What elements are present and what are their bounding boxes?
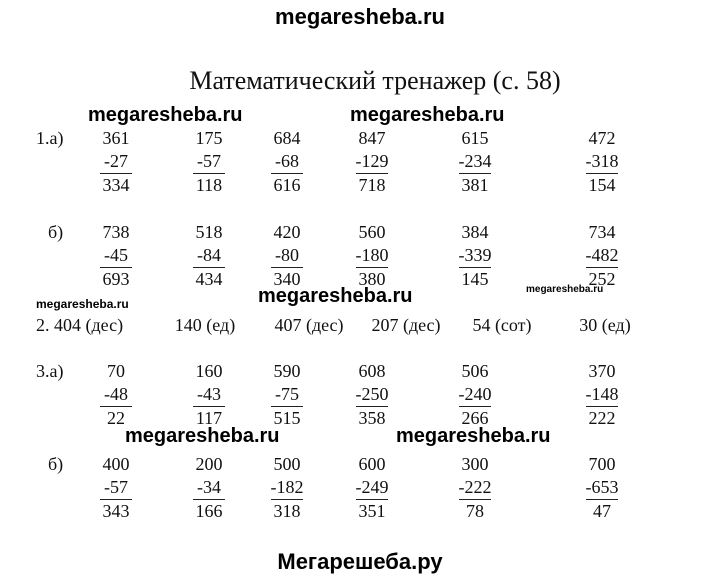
difference: 47 bbox=[593, 501, 611, 521]
result-line bbox=[356, 406, 388, 407]
result-line bbox=[459, 406, 491, 407]
minuend: 738 bbox=[102, 222, 130, 242]
subtrahend: -75 bbox=[275, 384, 299, 404]
task-2-answer: 2. 404 (дес) bbox=[36, 315, 124, 335]
result-line bbox=[271, 406, 303, 407]
subtrahend: -234 bbox=[458, 151, 492, 171]
subtrahend: -68 bbox=[275, 151, 299, 171]
watermark: megaresheba.ru bbox=[36, 297, 129, 311]
result-line bbox=[586, 499, 618, 500]
result-line bbox=[271, 267, 303, 268]
watermark: megaresheba.ru bbox=[396, 425, 551, 447]
subtrahend: -318 bbox=[585, 151, 619, 171]
watermark: megaresheba.ru bbox=[88, 104, 243, 126]
result-line bbox=[100, 173, 132, 174]
subtrahend: -84 bbox=[197, 245, 221, 265]
minuend: 560 bbox=[358, 222, 386, 242]
watermark: megaresheba.ru bbox=[258, 285, 413, 307]
result-line bbox=[193, 499, 225, 500]
subtrahend: -57 bbox=[197, 151, 221, 171]
task-3a-label: 3.а) bbox=[36, 361, 64, 381]
minuend: 175 bbox=[195, 128, 223, 148]
difference: 693 bbox=[102, 269, 130, 289]
minuend: 506 bbox=[461, 361, 489, 381]
site-footer-watermark: Мегарешеба.ру bbox=[277, 549, 443, 574]
minuend: 700 bbox=[588, 454, 616, 474]
subtrahend: -34 bbox=[197, 477, 221, 497]
minuend: 472 bbox=[588, 128, 616, 148]
subtrahend: -48 bbox=[104, 384, 128, 404]
minuend: 600 bbox=[358, 454, 386, 474]
subtrahend: -148 bbox=[585, 384, 619, 404]
difference: 340 bbox=[273, 269, 301, 289]
difference: 22 bbox=[107, 408, 125, 428]
watermark: megaresheba.ru bbox=[125, 425, 280, 447]
task-2-answer: 407 (дес) bbox=[274, 315, 344, 335]
minuend: 384 bbox=[461, 222, 489, 242]
result-line bbox=[586, 406, 618, 407]
subtrahend: -653 bbox=[585, 477, 619, 497]
minuend: 608 bbox=[358, 361, 386, 381]
result-line bbox=[586, 267, 618, 268]
subtrahend: -240 bbox=[458, 384, 492, 404]
difference: 334 bbox=[102, 175, 130, 195]
minuend: 847 bbox=[358, 128, 386, 148]
task-2-answer: 54 (сот) bbox=[472, 315, 532, 335]
result-line bbox=[100, 267, 132, 268]
difference: 78 bbox=[466, 501, 484, 521]
result-line bbox=[271, 499, 303, 500]
minuend: 420 bbox=[273, 222, 301, 242]
difference: 515 bbox=[273, 408, 301, 428]
watermark: megaresheba.ru bbox=[350, 104, 505, 126]
result-line bbox=[100, 499, 132, 500]
difference: 318 bbox=[273, 501, 301, 521]
difference: 380 bbox=[358, 269, 386, 289]
difference: 266 bbox=[461, 408, 489, 428]
result-line bbox=[271, 173, 303, 174]
subtrahend: -80 bbox=[275, 245, 299, 265]
subtrahend: -43 bbox=[197, 384, 221, 404]
task-3b-label: б) bbox=[48, 454, 64, 474]
difference: 616 bbox=[273, 175, 301, 195]
minuend: 300 bbox=[461, 454, 489, 474]
difference: 381 bbox=[461, 175, 489, 195]
subtrahend: -57 bbox=[104, 477, 128, 497]
result-line bbox=[459, 267, 491, 268]
subtrahend: -45 bbox=[104, 245, 128, 265]
subtrahend: -180 bbox=[355, 245, 389, 265]
result-line bbox=[459, 173, 491, 174]
minuend: 500 bbox=[273, 454, 301, 474]
task-2-answer: 207 (дес) bbox=[371, 315, 441, 335]
result-line bbox=[356, 499, 388, 500]
minuend: 615 bbox=[461, 128, 489, 148]
minuend: 590 bbox=[273, 361, 301, 381]
task-1a-label: 1.а) bbox=[36, 128, 64, 148]
result-line bbox=[193, 267, 225, 268]
difference: 351 bbox=[358, 501, 386, 521]
minuend: 400 bbox=[102, 454, 130, 474]
difference: 117 bbox=[195, 408, 223, 428]
minuend: 200 bbox=[195, 454, 223, 474]
task-2-answer: 140 (ед) bbox=[174, 315, 236, 335]
minuend: 684 bbox=[273, 128, 301, 148]
subtrahend: -249 bbox=[355, 477, 389, 497]
subtrahend: -129 bbox=[355, 151, 389, 171]
page-title: Математический тренажер (с. 58) bbox=[189, 66, 561, 95]
difference: 166 bbox=[195, 501, 223, 521]
subtrahend: -250 bbox=[355, 384, 389, 404]
result-line bbox=[586, 173, 618, 174]
difference: 118 bbox=[195, 175, 223, 195]
result-line bbox=[193, 406, 225, 407]
result-line bbox=[193, 173, 225, 174]
difference: 343 bbox=[102, 501, 130, 521]
minuend: 70 bbox=[107, 361, 125, 381]
difference: 145 bbox=[461, 269, 489, 289]
subtrahend: -182 bbox=[270, 477, 304, 497]
task-1b-label: б) bbox=[48, 222, 64, 242]
subtrahend: -339 bbox=[458, 245, 492, 265]
result-line bbox=[100, 406, 132, 407]
task-2-answer: 30 (ед) bbox=[579, 315, 631, 335]
minuend: 518 bbox=[195, 222, 223, 242]
difference: 358 bbox=[358, 408, 386, 428]
difference: 222 bbox=[588, 408, 616, 428]
minuend: 734 bbox=[588, 222, 616, 242]
difference: 718 bbox=[358, 175, 386, 195]
watermark: megaresheba.ru bbox=[526, 284, 604, 295]
difference: 252 bbox=[588, 269, 616, 289]
minuend: 160 bbox=[195, 361, 223, 381]
result-line bbox=[459, 499, 491, 500]
minuend: 370 bbox=[588, 361, 616, 381]
result-line bbox=[356, 267, 388, 268]
difference: 154 bbox=[588, 175, 616, 195]
subtrahend: -27 bbox=[104, 151, 128, 171]
result-line bbox=[356, 173, 388, 174]
subtrahend: -222 bbox=[458, 477, 492, 497]
difference: 434 bbox=[195, 269, 223, 289]
site-header-watermark: megaresheba.ru bbox=[275, 4, 445, 29]
minuend: 361 bbox=[102, 128, 130, 148]
subtrahend: -482 bbox=[585, 245, 619, 265]
